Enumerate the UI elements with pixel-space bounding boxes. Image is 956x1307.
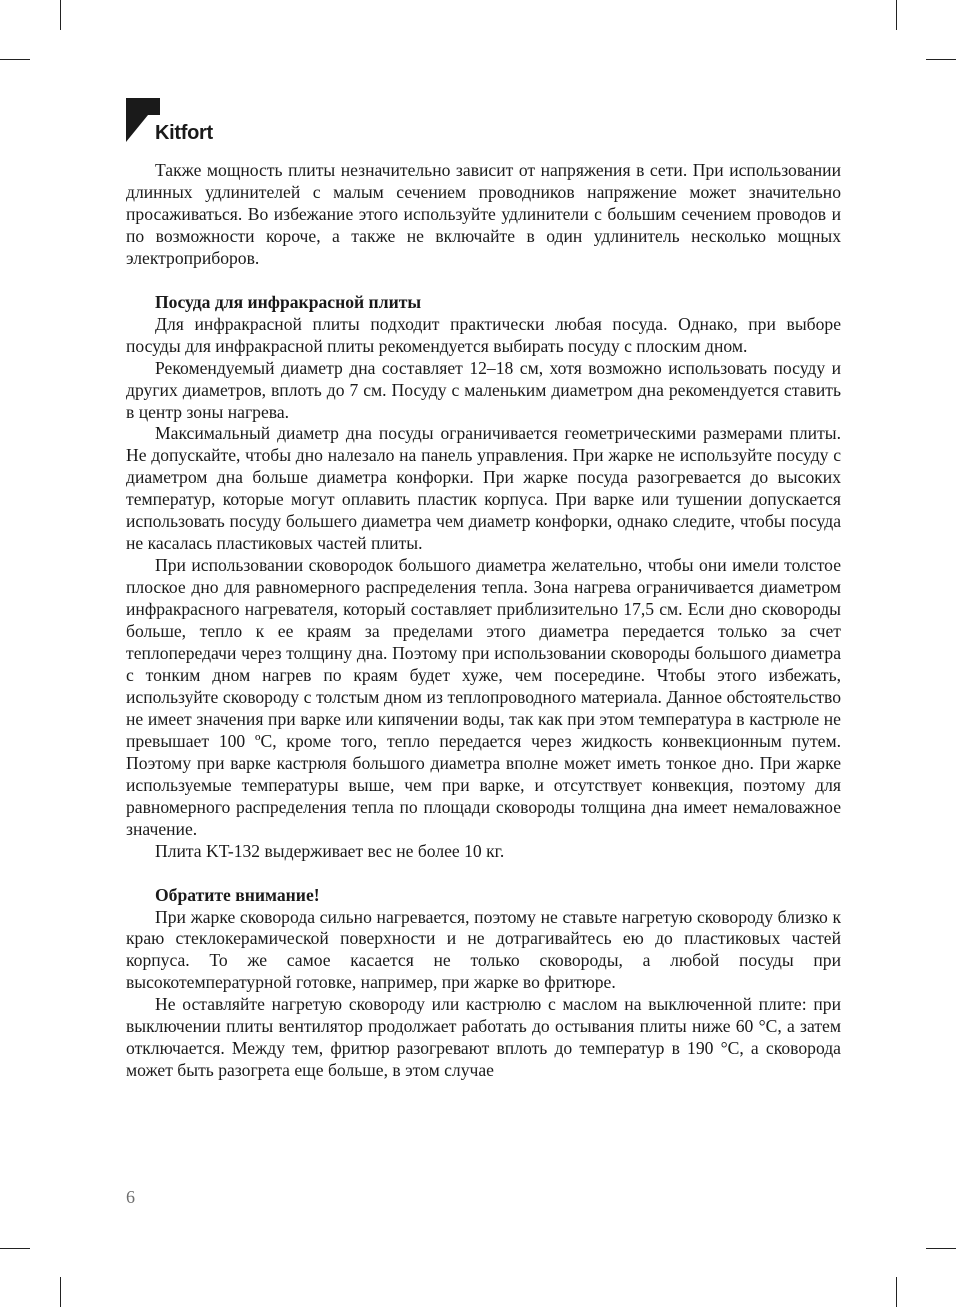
attention-paragraph-1: При жарке сковорода сильно нагревается, поэтому не ставьте нагретую сковороду близко к краю стеклокерамической поверхности и не дотрагивайтесь ею до пластиковых частей корпуса. То же самое касается не только сковороды, а любой посуды при высокотемпературной готовке, например, при жарке во фритюре. <box>126 906 841 993</box>
cookware-paragraph-5: Плита KT-132 выдерживает вес не более 10 кг. <box>155 840 505 861</box>
cookware-paragraph-4: При использовании сковородок большого диаметра желательно, чтобы они имели толстое плоское дно для равномерного распределения тепла. Зона нагрева ограничивается диаметром инфракрасного нагревателя, который составляет приблизительно 17,5 см. Если дно сковороды больше, тепло к ее краям за пределами этого диаметра передается только за счет теплопередачи через толщину дна. Поэтому при использовании сковороды большого диаметра с тонким дном нагрев по краям будет хуже, чем посередине. Чтобы этого избежать, используйте сковороду с толстым дном из теплопроводного материала. Данное обстоятельство не имеет значения при варке или кипячении воды, так как при этом температура в кастрюле не превышает 100 ºC, кроме того, тепло передается через жидкость конвекционным путем. Поэтому при варке кастрюля большого диаметра вполне может иметь тонкое дно. При жарке используемые температуры выше, чем при варке, и отсутствует конвекция, поэтому для равномерного распределения тепла по площади сковороды толщина дна имеет немаловажное значение. <box>126 555 841 839</box>
kitfort-logo <box>126 98 236 150</box>
crop-mark-bottom-right-vertical <box>896 1277 897 1307</box>
crop-mark-top-left-vertical <box>60 0 61 30</box>
crop-mark-top-right-horizontal <box>926 59 956 60</box>
cookware-heading: Посуда для инфракрасной плиты <box>155 291 422 312</box>
crop-mark-top-right-vertical <box>896 0 897 30</box>
cookware-paragraph-2: Рекомендуемый диаметр дна составляет 12–18 см, хотя возможно использовать посуду и других диаметров, вплоть до 7 см. Посуду с маленьким диаметром дна рекомендуется ставить в центр зоны нагрева. <box>126 357 841 422</box>
page-content <box>126 160 841 1082</box>
attention-paragraph-2: Не оставляйте нагретую сковороду или кастрюлю с маслом на выключенной плите: при выключении плиты вентилятор продолжает работать до остывания плиты ниже 60 °C, а затем отключается. Между тем, фритюр разогревают вплоть до температур в 190 °C, а сковорода может быть разогрета еще больше, в этом случае <box>126 994 841 1081</box>
crop-mark-bottom-left-horizontal <box>0 1248 30 1249</box>
brand-name: Kitfort <box>155 122 213 144</box>
section-gap <box>126 863 841 885</box>
crop-mark-bottom-left-vertical <box>60 1277 61 1307</box>
section-gap <box>126 270 841 292</box>
intro-paragraph: Также мощность плиты незначительно зависит от напряжения в сети. При использовании длинных удлинителей с малым сечением проводников напряжение может значительно просаживаться. Во избежание этого используйте удлинители с большим сечением проводов и по возможности короче, а также не включайте в один удлинитель несколько мощных электроприборов. <box>126 160 841 268</box>
page-number: 6 <box>126 1187 135 1207</box>
cookware-paragraph-1: Для инфракрасной плиты подходит практически любая посуда. Однако, при выборе посуды для инфракрасной плиты рекомендуется выбирать посуду с плоским дном. <box>126 313 841 356</box>
attention-heading: Обратите внимание! <box>155 884 320 905</box>
crop-mark-bottom-right-horizontal <box>926 1248 956 1249</box>
crop-mark-top-left-horizontal <box>0 59 30 60</box>
cookware-paragraph-3: Максимальный диаметр дна посуды ограничивается геометрическими размерами плиты. Не допускайте, чтобы дно налезало на панель управления. При жарке не используйте посуду с диаметром дна больше диаметра конфорки. При жарке посуда разогревается до высоких температур, которые могут оплавить пластик корпуса. При варке или тушении допускается использовать посуду большего диаметра чем диаметр конфорки, однако следите, чтобы посуда не касалась пластиковых частей плиты. <box>126 423 841 554</box>
